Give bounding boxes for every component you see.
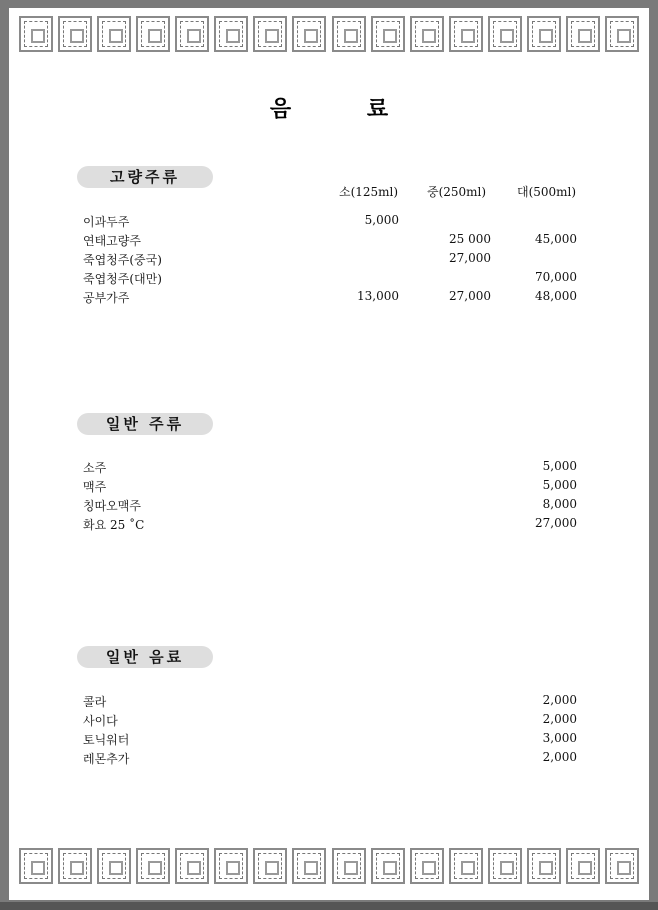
ornament-tile-icon bbox=[527, 16, 561, 52]
ornament-tile-icon bbox=[19, 16, 53, 52]
price-small: 13,000 bbox=[357, 289, 399, 303]
list-item bbox=[83, 232, 583, 251]
ornament-tile-icon bbox=[371, 16, 405, 52]
viewer-bottom-bar bbox=[0, 902, 658, 910]
list-item bbox=[83, 497, 583, 516]
item-price: 2,000 bbox=[542, 693, 577, 707]
ornament-tile-icon bbox=[175, 848, 209, 884]
list-item bbox=[83, 693, 583, 712]
ornament-tile-icon bbox=[58, 16, 92, 52]
price-medium: 27,000 bbox=[449, 289, 491, 303]
price-medium: 27,000 bbox=[449, 251, 491, 265]
ornament-tile-icon bbox=[214, 16, 248, 52]
ornament-tile-icon bbox=[449, 848, 483, 884]
ornament-tile-icon bbox=[253, 848, 287, 884]
ornament-tile-icon bbox=[332, 16, 366, 52]
item-name: 토닉워터 bbox=[83, 733, 130, 747]
ornament-tile-icon bbox=[97, 16, 131, 52]
list-item bbox=[83, 270, 583, 289]
item-price: 5,000 bbox=[542, 478, 577, 492]
ornament-tile-icon bbox=[488, 848, 522, 884]
bottom-ornament-border bbox=[19, 848, 639, 888]
item-name: 레몬추가 bbox=[83, 752, 130, 766]
list-item bbox=[83, 251, 583, 270]
column-header-medium: 중(250ml) bbox=[427, 185, 487, 199]
ornament-tile-icon bbox=[292, 16, 326, 52]
ornament-tile-icon bbox=[214, 848, 248, 884]
column-header-small: 소(125ml) bbox=[339, 185, 399, 199]
item-name: 화요 25 ˚C bbox=[83, 518, 145, 532]
item-name: 연태고량주 bbox=[83, 234, 141, 248]
price-medium: 25 000 bbox=[449, 232, 491, 246]
item-name: 공부가주 bbox=[83, 291, 130, 305]
item-name: 맥주 bbox=[83, 480, 107, 494]
price-large: 45,000 bbox=[535, 232, 577, 246]
price-large: 48,000 bbox=[535, 289, 577, 303]
list-item bbox=[83, 289, 583, 308]
item-name: 콜라 bbox=[83, 695, 107, 709]
item-price: 8,000 bbox=[542, 497, 577, 511]
item-price: 3,000 bbox=[542, 731, 577, 745]
ornament-tile-icon bbox=[605, 16, 639, 52]
ornament-tile-icon bbox=[175, 16, 209, 52]
item-price: 2,000 bbox=[542, 712, 577, 726]
page-title: 음 료 bbox=[269, 96, 423, 122]
ornament-tile-icon bbox=[410, 848, 444, 884]
ornament-tile-icon bbox=[58, 848, 92, 884]
item-price: 2,000 bbox=[542, 750, 577, 764]
list-item bbox=[83, 459, 583, 478]
ornament-tile-icon bbox=[292, 848, 326, 884]
ornament-tile-icon bbox=[136, 848, 170, 884]
ornament-tile-icon bbox=[371, 848, 405, 884]
section-label-general-liquor: 일반 주류 bbox=[77, 413, 213, 435]
item-name: 칭따오맥주 bbox=[83, 499, 141, 513]
item-name: 죽엽청주(중국) bbox=[83, 253, 162, 267]
ornament-tile-icon bbox=[527, 848, 561, 884]
ornament-tile-icon bbox=[97, 848, 131, 884]
ornament-tile-icon bbox=[332, 848, 366, 884]
item-name: 이과두주 bbox=[83, 215, 130, 229]
item-name: 사이다 bbox=[83, 714, 118, 728]
ornament-tile-icon bbox=[253, 16, 287, 52]
list-item bbox=[83, 516, 583, 535]
list-item bbox=[83, 478, 583, 497]
section-label-beverages: 일반 음료 bbox=[77, 646, 213, 668]
ornament-tile-icon bbox=[449, 16, 483, 52]
item-price: 5,000 bbox=[542, 459, 577, 473]
ornament-tile-icon bbox=[566, 16, 600, 52]
item-price: 27,000 bbox=[535, 516, 577, 530]
ornament-tile-icon bbox=[488, 16, 522, 52]
list-item bbox=[83, 731, 583, 750]
list-item bbox=[83, 213, 583, 232]
list-item bbox=[83, 712, 583, 731]
ornament-tile-icon bbox=[136, 16, 170, 52]
ornament-tile-icon bbox=[19, 848, 53, 884]
item-name: 소주 bbox=[83, 461, 107, 475]
column-header-large: 대(500ml) bbox=[517, 185, 577, 199]
ornament-tile-icon bbox=[605, 848, 639, 884]
price-small: 5,000 bbox=[364, 213, 399, 227]
list-item bbox=[83, 750, 583, 769]
section-label-liquor: 고량주류 bbox=[77, 166, 213, 188]
top-ornament-border bbox=[19, 16, 639, 56]
ornament-tile-icon bbox=[410, 16, 444, 52]
price-large: 70,000 bbox=[535, 270, 577, 284]
item-name: 죽엽청주(대만) bbox=[83, 272, 162, 286]
menu-page bbox=[9, 8, 649, 900]
ornament-tile-icon bbox=[566, 848, 600, 884]
